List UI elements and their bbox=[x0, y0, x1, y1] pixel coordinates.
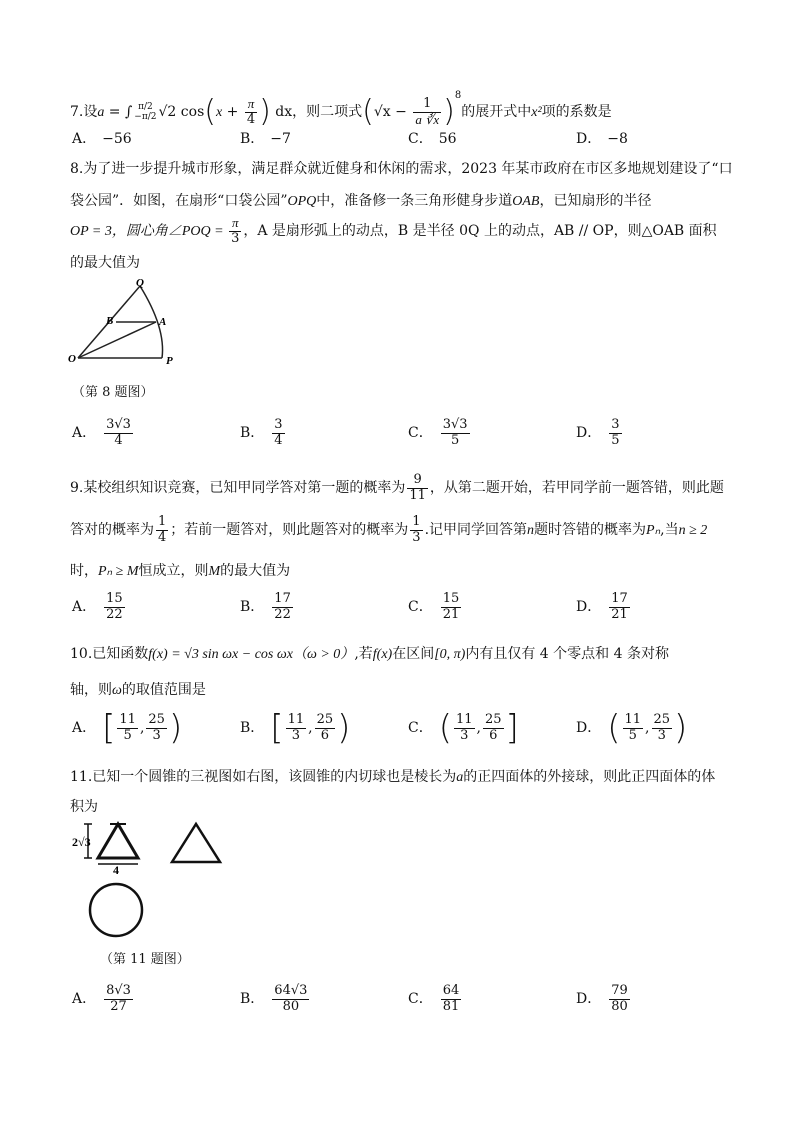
q11-three-view-figure bbox=[70, 812, 230, 942]
q10-line1: 10.已知函数f(x) = √3 sin ωx − cos ωx（ω > 0）,若f(x)在区间[0, π)内有且仅有 4 个零点和 4 条对称 bbox=[70, 646, 669, 662]
q10-option-a[interactable]: A． [ $\frac{11}{5}$ , $\frac{25}{3}$ ) bbox=[72, 708, 183, 748]
q8-option-b[interactable]: B． $\frac{3}{4}$ bbox=[240, 417, 283, 448]
q11-line1: 11.已知一个圆锥的三视图如右图，该圆锥的内切球也是棱长为a的正四面体的外接球，则此正四面体的体 bbox=[70, 769, 716, 785]
label-a: A bbox=[159, 316, 167, 328]
q11-caption: （第 11 题图） bbox=[100, 952, 190, 967]
q9-line1: 9.某校组织知识竞赛，已知甲同学答对第一题的概率为 $\frac{9}{11}$ ，从第二题开始，若甲同学前一题答错，则此题 bbox=[70, 471, 724, 503]
q11-option-d[interactable]: D． $\frac{79}{80}$ bbox=[576, 983, 628, 1014]
q7-number: 7. bbox=[70, 104, 84, 120]
q9-line2: 答对的概率为 $\frac{1}{4}$ ；若前一题答对，则此题答对的概率为 $\frac{1}{3}$ .记甲同学回答第n题时答错的概率为Pₙ,当n ≥ 2 bbox=[70, 513, 708, 545]
q7-option-b[interactable]: B． −7 bbox=[240, 131, 291, 147]
q10-line2: 轴，则ω的取值范围是 bbox=[70, 682, 206, 698]
q7-option-a[interactable]: A． −56 bbox=[72, 131, 132, 147]
q11-option-c[interactable]: C． $\frac{64}{81}$ bbox=[408, 983, 460, 1014]
q10-option-d[interactable]: D． ( $\frac{11}{5}$ , $\frac{25}{3}$ ) bbox=[576, 708, 688, 748]
label-p: P bbox=[166, 355, 173, 367]
q8-sector-figure bbox=[66, 278, 186, 368]
q8-line4: 的最大值为 bbox=[70, 255, 140, 271]
side-view-triangle bbox=[172, 824, 220, 862]
q8-option-a[interactable]: A． $\frac{3√3}{4}$ bbox=[72, 417, 131, 448]
q9-option-c[interactable]: C． $\frac{15}{21}$ bbox=[408, 591, 460, 622]
q7-option-c[interactable]: C． 56 bbox=[408, 131, 457, 147]
segment-oa bbox=[78, 322, 156, 358]
q8-caption: （第 8 题图） bbox=[72, 385, 154, 400]
label-height: 2√3 bbox=[72, 835, 91, 849]
q10-option-c[interactable]: C． ( $\frac{11}{3}$ , $\frac{25}{6}$ ] bbox=[408, 708, 519, 748]
label-o: O bbox=[68, 353, 76, 365]
top-view-circle bbox=[90, 884, 142, 936]
q10-option-b[interactable]: B． [ $\frac{11}{3}$ , $\frac{25}{6}$ ) bbox=[240, 708, 351, 748]
integral-limits: π/2 −π/2 bbox=[134, 101, 157, 122]
q7-option-d[interactable]: D． −8 bbox=[576, 131, 628, 147]
q8-line1: 8.为了进一步提升城市形象，满足群众就近健身和休闲的需求，2023 年某市政府在市区多地规划建设了“口 bbox=[70, 161, 733, 177]
q11-option-b[interactable]: B． $\frac{64√3}{80}$ bbox=[240, 983, 308, 1014]
q8-option-d[interactable]: D． $\frac{3}{5}$ bbox=[576, 417, 620, 448]
q9-line3: 时，Pₙ ≥ M恒成立，则M的最大值为 bbox=[70, 563, 291, 579]
q9-option-b[interactable]: B． $\frac{17}{22}$ bbox=[240, 591, 291, 622]
q11-line2: 积为 bbox=[70, 799, 98, 815]
q8-line2: 袋公园”．如图，在扇形“口袋公园”OPQ中，准备修一条三角形健身步道OAB，已知扇形的半径 bbox=[70, 193, 652, 209]
q8-line3: OP = 3，圆心角∠POQ = $\frac{\pi}{3}$ ，A 是扇形弧上的动点，B 是半径 0Q 上的动点，AB // OP，则△OAB 面积 bbox=[70, 214, 717, 246]
front-view-triangle bbox=[98, 824, 138, 858]
q9-option-a[interactable]: A． $\frac{15}{22}$ bbox=[72, 591, 123, 622]
q9-option-d[interactable]: D． $\frac{17}{21}$ bbox=[576, 591, 628, 622]
label-q: Q bbox=[136, 278, 144, 289]
q11-option-a[interactable]: A． $\frac{8√3}{27}$ bbox=[72, 983, 131, 1014]
q8-option-c[interactable]: C． $\frac{3√3}{5}$ bbox=[408, 417, 468, 448]
label-b: B bbox=[106, 315, 114, 327]
q7-stem: 7.设a = ∫ π/2 −π/2 √2 cos(x + $\frac{\pi}{4}$ ) dx，则二项式(√x − $\frac{1}{a ∛x}$ )$^8$的展开式中x²项的系数是 bbox=[70, 90, 612, 129]
label-width: 4 bbox=[113, 863, 119, 877]
